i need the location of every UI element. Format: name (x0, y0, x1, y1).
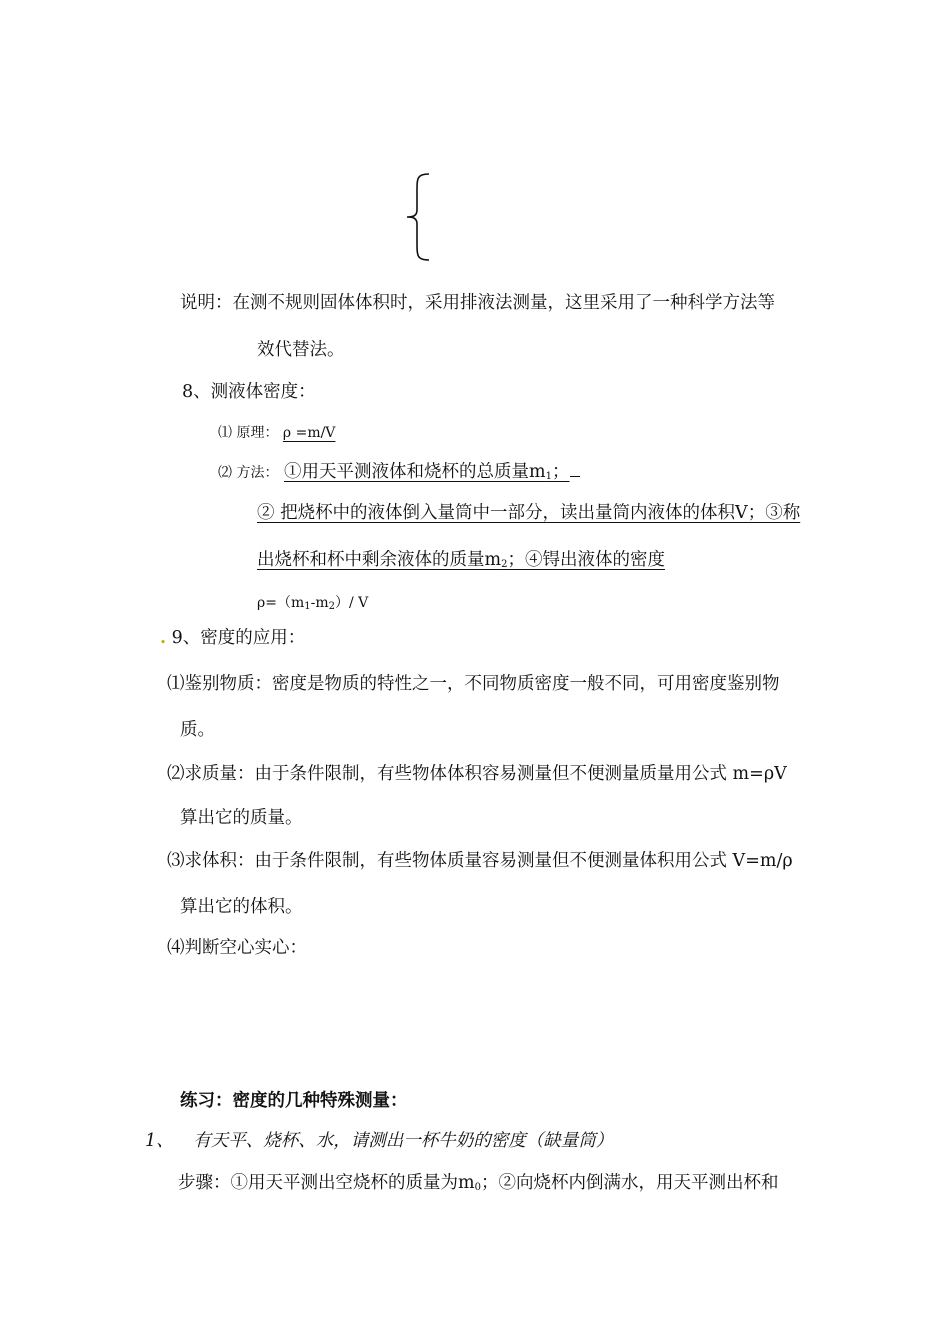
method-step-2: ② 把烧杯中的液体倒入量筒中一部分，读出量筒内液体的体积V；③称 (257, 503, 801, 523)
section-8-heading: 8、测液体密度： (182, 382, 316, 402)
question-1-number: 1、 (145, 1131, 174, 1151)
method-row (218, 460, 580, 489)
section-9-row (160, 626, 305, 650)
note-line-1: 说明：在测不规则固体体积时，采用排液法测量，这里采用了一种科学方法等 (180, 293, 775, 313)
item-4: ⑷判断空心实心： (167, 938, 307, 958)
curly-brace-icon (405, 172, 431, 262)
question-1-text: 有天平、烧杯、水，请测出一杯牛奶的密度（缺量筒） (193, 1131, 614, 1151)
item-1-line-1: ⑴鉴别物质：密度是物质的特性之一，不同物质密度一般不同，可用密度鉴别物 (167, 674, 780, 694)
question-1-steps: 步骤：①用天平测出空烧杯的质量为$m_0$；②向烧杯内倒满水，用天平测出杯和 (178, 1173, 779, 1193)
principle-formula: ρ =m/V (282, 425, 336, 441)
underline-gap (570, 462, 580, 477)
item-3-line-2: 算出它的体积。 (180, 897, 303, 917)
principle-row (218, 421, 335, 445)
question-1 (145, 1129, 613, 1153)
bullet-dot: . (160, 628, 167, 648)
density-formula: $\rho=(m_1-m_2)/$ V (257, 595, 369, 612)
method-step-3: 出烧杯和杯中剩余液体的质量$m_2$；④锝出液体的密度 (257, 550, 665, 570)
method-label: ⑵ 方法： (218, 465, 279, 481)
method-step-1: ①用天平测液体和烧杯的总质量$m_1$； (284, 462, 570, 482)
section-9-heading: 9、密度的应用： (171, 628, 306, 648)
note-line-2: 效代替法。 (257, 340, 345, 360)
item-1-line-2: 质。 (180, 720, 215, 740)
item-2-line-1: ⑵求质量：由于条件限制，有些物体体积容易测量但不便测量质量用公式 m=ρV (167, 764, 787, 784)
item-2-line-2: 算出它的质量。 (180, 808, 303, 828)
item-3-line-1: ⑶求体积：由于条件限制，有些物体质量容易测量但不便测量体积用公式 V=m/ρ (167, 851, 793, 871)
practice-heading: 练习：密度的几种特殊测量： (180, 1091, 408, 1111)
principle-label: ⑴ 原理： (218, 425, 279, 441)
